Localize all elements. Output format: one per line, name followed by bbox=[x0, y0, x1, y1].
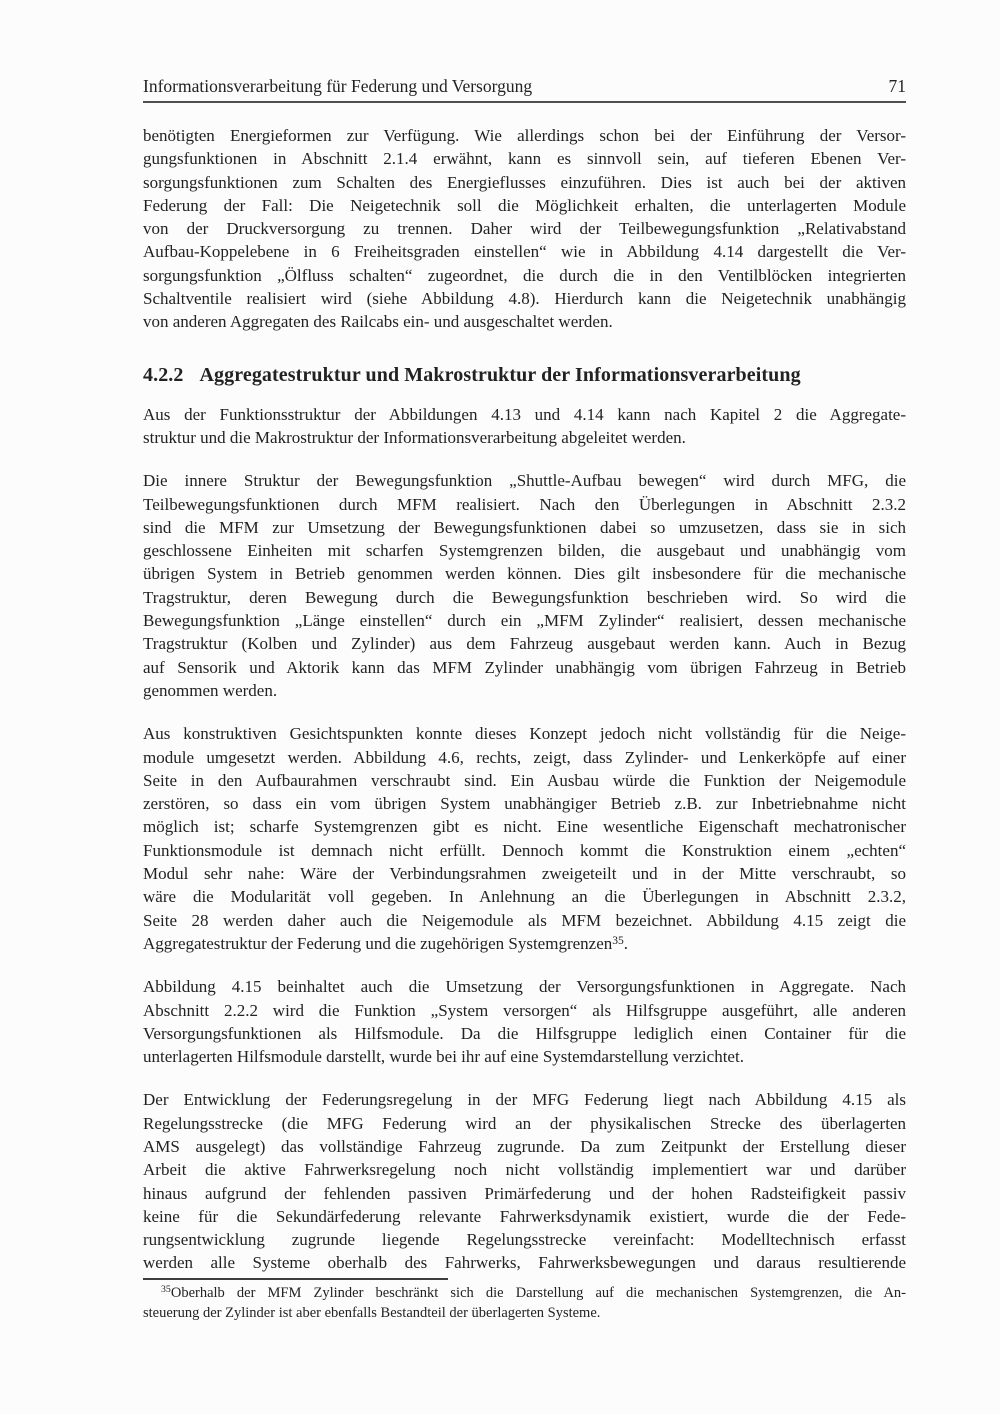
text-line: Tragstruktur, deren Bewegung durch die Bewegungsfunktion beschrieben wird. So wird die bbox=[143, 587, 906, 607]
page-number: 71 bbox=[888, 76, 906, 96]
text-line: wäre die Modularität voll gegeben. In Anlehnung an die Überlegungen in Abschnitt 2.3.2, bbox=[143, 887, 906, 907]
text-line: Abschnitt 2.2.2 wird die Funktion „System versorgen“ als Hilfsgruppe ausgeführt, alle anderen bbox=[143, 1000, 906, 1020]
text-line: genommen werden. bbox=[143, 680, 278, 700]
text-line: übrigen System in Betrieb genommen werden können. Dies gilt insbesondere für die mechanische bbox=[143, 564, 906, 584]
text-line: Aus der Funktionsstruktur der Abbildungen 4.13 und 4.14 kann nach Kapitel 2 die Aggregate- bbox=[143, 404, 906, 424]
text-line: Der Entwicklung der Federungsregelung in der MFG Federung liegt nach Abbildung 4.15 als bbox=[143, 1090, 906, 1110]
text-line: benötigten Energieformen zur Verfügung. Wie allerdings schon bei der Einführung der Versor- bbox=[143, 126, 906, 145]
text-line: auf Sensorik und Aktorik kann das MFM Zylinder unabhängig vom übrigen Fahrzeug in Betrieb bbox=[143, 657, 906, 677]
text-line: Seite in den Aufbaurahmen verschraubt sind. Ein Ausbau würde die Funktion der Neigemodule bbox=[143, 770, 906, 790]
text-line: Arbeit die aktive Fahrwerksregelung noch nicht vollständig implementiert war und darüber bbox=[143, 1160, 906, 1180]
footnote bbox=[143, 1283, 906, 1324]
footnote-line: steuerung der Zylinder ist aber ebenfalls Bestandteil der überlagerten Systeme. bbox=[143, 1305, 601, 1322]
text-line: Schaltventile realisiert wird (siehe Abbildung 4.8). Hierdurch kann die Neigetechnik unabhängig bbox=[143, 289, 906, 309]
paragraph bbox=[143, 403, 906, 450]
text-line: gungsfunktionen in Abschnitt 2.1.4 erwähnt, kann es sinnvoll sein, auf tieferen Ebenen Ver- bbox=[143, 149, 906, 169]
text-line: Versorgungsfunktionen als Hilfsmodule. Da die Hilfsgruppe lediglich einen Container für die bbox=[143, 1023, 906, 1043]
footnote-rule bbox=[143, 1278, 448, 1280]
text-line bbox=[143, 932, 906, 955]
text-line: sorgungsfunktion „Ölfluss schalten“ zugeordnet, die durch die in den Ventilblöcken integrierten bbox=[143, 265, 906, 285]
text-line: sind die MFM zur Umsetzung der Bewegungsfunktionen dabei so umzusetzen, dass sie in sich bbox=[143, 517, 906, 537]
text-line: rungsentwicklung zugrunde liegende Regelungsstrecke vereinfacht: Modelltechnisch erfasst bbox=[143, 1230, 906, 1250]
text-line: Abbildung 4.15 beinhaltet auch die Umsetzung der Versorgungsfunktionen in Aggregate. Nach bbox=[143, 977, 906, 997]
footnote-reference-35: 35 bbox=[612, 933, 624, 947]
section-title: Aggregatestruktur und Makrostruktur der Informationsverarbeitung bbox=[199, 363, 801, 386]
text-line: Modul sehr nahe: Wäre der Verbindungsrahmen zweigeteilt und in der Mitte verschraubt, so bbox=[143, 864, 906, 884]
text-line: keine für die Sekundärfederung relevante Fahrwerksdynamik existiert, wurde die der Fede- bbox=[143, 1206, 906, 1226]
text-column bbox=[143, 76, 906, 1324]
text-line: Tragstruktur (Kolben und Zylinder) aus dem Fahrzeug ausgebaut werden kann. Auch in Bezug bbox=[143, 634, 906, 654]
text-line: Seite 28 werden daher auch die Neigemodule als MFM bezeichnet. Abbildung 4.15 zeigt die bbox=[143, 910, 906, 930]
text-line: module umgesetzt werden. Abbildung 4.6, rechts, zeigt, dass Zylinder- und Lenkerköpfe auf einer bbox=[143, 747, 906, 767]
text-line: Funktionsmodule ist demnach nicht erfüllt. Dennoch kommt die Konstruktion einem „echten“ bbox=[143, 840, 906, 860]
text-line: Regelungsstrecke (die MFG Federung wird an der physikalischen Strecke des überlagerten bbox=[143, 1113, 906, 1133]
text-line: Federung der Fall: Die Neigetechnik soll die Möglichkeit erhalten, die unterlagerten Module bbox=[143, 195, 906, 215]
paragraph bbox=[143, 1088, 906, 1274]
section-heading bbox=[143, 363, 906, 388]
paragraph bbox=[143, 124, 906, 334]
text-line: sorgungsfunktionen zum Schalten des Energieflusses einzuführen. Dies ist auch bei der aktiven bbox=[143, 172, 906, 192]
paragraph bbox=[143, 975, 906, 1068]
text-line: möglich ist; scharfe Systemgrenzen gibt es nicht. Eine wesentliche Eigenschaft mechatronischer bbox=[143, 817, 906, 837]
footnote-marker: 35 bbox=[161, 1284, 171, 1296]
text-line: Bewegungsfunktion „Länge einstellen“ durch ein „MFM Zylinder“ realisiert, dessen mechanische bbox=[143, 611, 906, 631]
footnote-text: Oberhalb der MFM Zylinder beschränkt sich die Darstellung auf die mechanischen Systemgrenzen, die An- bbox=[170, 1284, 906, 1301]
text-line: werden alle Systeme oberhalb des Fahrwerks, Fahrwerksbewegungen und daraus resultierende bbox=[143, 1253, 906, 1273]
footnote-line bbox=[143, 1283, 906, 1304]
text-line: Aufbau-Koppelebene in 6 Freiheitsgraden einstellen“ wie in Abbildung 4.14 dargestellt die Ver- bbox=[143, 242, 906, 262]
page-header bbox=[143, 76, 906, 96]
text-line: unterlagerten Hilfsmodule darstellt, wurde bei ihr auf eine Systemdarstellung verzichtet. bbox=[143, 1047, 744, 1067]
text-line: hinaus aufgrund der fehlenden passiven Primärfederung und der hohen Radsteifigkeit passiv bbox=[143, 1183, 906, 1203]
text-line: zerstören, so dass ein vom übrigen System unabhängiger Betrieb z.B. zur Inbetriebnahme nicht bbox=[143, 794, 906, 814]
text-line: struktur und die Makrostruktur der Informationsverarbeitung abgeleitet werden. bbox=[143, 427, 686, 447]
text-line: Teilbewegungsfunktionen durch MFM realisiert. Nach den Überlegungen in Abschnitt 2.3.2 bbox=[143, 494, 906, 514]
text-line: geschlossene Einheiten mit scharfen Systemgrenzen bilden, die ausgebaut und unabhängig vom bbox=[143, 541, 906, 561]
text-line: AMS ausgelegt) das vollständige Fahrzeug zugrunde. Da zum Zeitpunkt der Erstellung dieser bbox=[143, 1136, 906, 1156]
text-line: Aus konstruktiven Gesichtspunkten konnte dieses Konzept jedoch nicht vollständig für die Neige- bbox=[143, 724, 906, 744]
header-rule bbox=[143, 101, 906, 103]
text-line: von der Druckversorgung zu trennen. Daher wird der Teilbewegungsfunktion „Relativabstand bbox=[143, 219, 906, 239]
text-segment: Aggregatestruktur der Federung und die zugehörigen Systemgrenzen bbox=[143, 933, 613, 953]
text-segment: . bbox=[623, 933, 629, 953]
paragraph bbox=[143, 722, 906, 955]
paragraph bbox=[143, 469, 906, 702]
text-line: von anderen Aggregaten des Railcabs ein- und ausgeschaltet werden. bbox=[143, 312, 613, 332]
running-head-title: Informationsverarbeitung für Federung und Versorgung bbox=[143, 76, 533, 96]
section-number: 4.2.2 bbox=[143, 363, 184, 386]
text-line: Die innere Struktur der Bewegungsfunktion „Shuttle-Aufbau bewegen“ wird durch MFG, die bbox=[143, 471, 906, 491]
